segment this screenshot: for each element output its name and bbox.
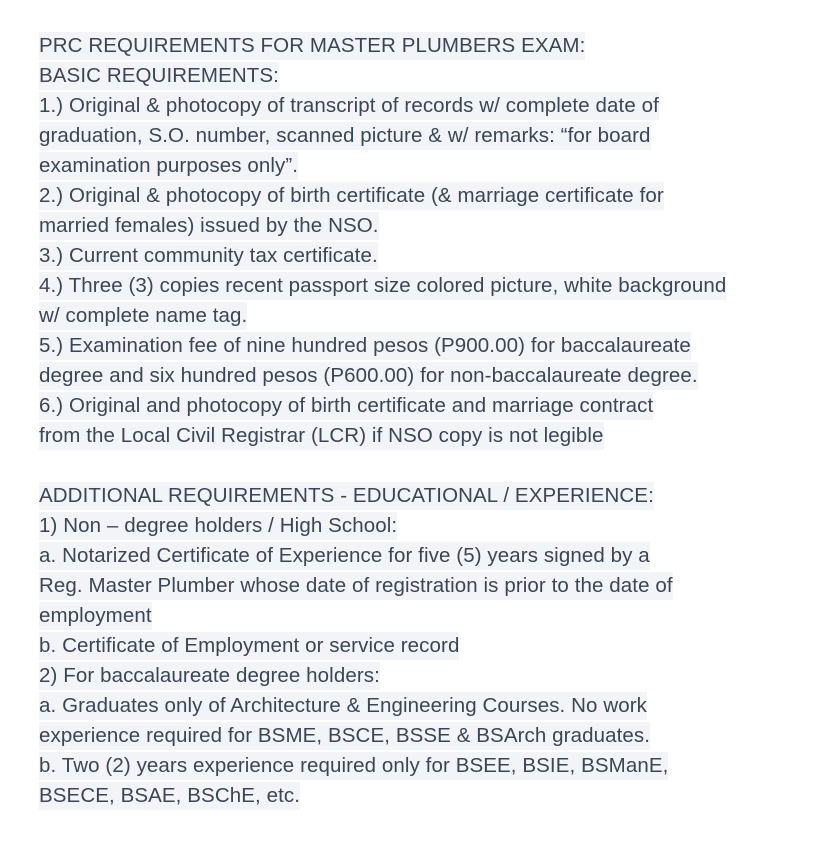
text-line-span: 6.) Original and photocopy of birth certificate and marriage contract [39, 392, 653, 420]
text-line-span: a. Notarized Certificate of Experience for five (5) years signed by a [39, 542, 650, 570]
text-line-span: Reg. Master Plumber whose date of registration is prior to the date of [39, 572, 673, 600]
text-line [39, 541, 809, 571]
text-line-span: graduation, S.O. number, scanned picture & w/ remarks: “for board [39, 122, 651, 150]
text-line-span: 5.) Examination fee of nine hundred pesos (P900.00) for baccalaureate [39, 332, 691, 360]
text-line-span: 3.) Current community tax certificate. [39, 242, 378, 270]
text-line [39, 781, 809, 811]
text-line [39, 91, 809, 121]
text-line-span: experience required for BSME, BSCE, BSSE & BSArch graduates. [39, 722, 650, 750]
text-line [39, 151, 809, 181]
text-line-span: 1.) Original & photocopy of transcript of records w/ complete date of [39, 92, 659, 120]
text-line [39, 181, 809, 211]
text-line [39, 751, 809, 781]
text-line-span: b. Certificate of Employment or service record [39, 632, 459, 660]
text-line [39, 511, 809, 541]
text-line [39, 241, 809, 271]
text-line-span: degree and six hundred pesos (P600.00) for non-baccalaureate degree. [39, 362, 698, 390]
text-line-span: 2.) Original & photocopy of birth certificate (& marriage certificate for [39, 182, 664, 210]
additional-requirements-heading [39, 481, 809, 511]
text-line [39, 421, 809, 451]
text-line-span: 1) Non – degree holders / High School: [39, 512, 397, 540]
text-line-span: examination purposes only”. [39, 152, 298, 180]
text-line [39, 271, 809, 301]
text-line [39, 721, 809, 751]
text-line [39, 121, 809, 151]
basic-requirements-heading-text: BASIC REQUIREMENTS: [39, 62, 279, 90]
text-line-span: married females) issued by the NSO. [39, 212, 379, 240]
doc-title [39, 31, 809, 61]
text-line [39, 361, 809, 391]
text-line-span: employment [39, 602, 152, 630]
text-line [39, 691, 809, 721]
text-line-span: w/ complete name tag. [39, 302, 247, 330]
text-line [39, 631, 809, 661]
text-line-span: BSECE, BSAE, BSChE, etc. [39, 782, 300, 810]
text-line-span: a. Graduates only of Architecture & Engineering Courses. No work [39, 692, 647, 720]
text-line [39, 661, 809, 691]
text-line-span: from the Local Civil Registrar (LCR) if NSO copy is not legible [39, 422, 604, 450]
text-line-span: b. Two (2) years experience required only for BSEE, BSIE, BSManE, [39, 752, 668, 780]
requirements-document [39, 31, 809, 811]
text-line [39, 301, 809, 331]
basic-requirements-heading [39, 61, 809, 91]
text-line-span: 4.) Three (3) copies recent passport size colored picture, white background [39, 272, 726, 300]
text-line [39, 211, 809, 241]
text-line [39, 571, 809, 601]
text-line [39, 601, 809, 631]
text-line [39, 331, 809, 361]
blank-line [39, 451, 809, 481]
additional-requirements-heading-text: ADDITIONAL REQUIREMENTS - EDUCATIONAL / EXPERIENCE: [39, 482, 654, 510]
doc-title-text: PRC REQUIREMENTS FOR MASTER PLUMBERS EXAM: [39, 32, 585, 60]
text-line-span: 2) For baccalaureate degree holders: [39, 662, 380, 690]
text-line [39, 391, 809, 421]
